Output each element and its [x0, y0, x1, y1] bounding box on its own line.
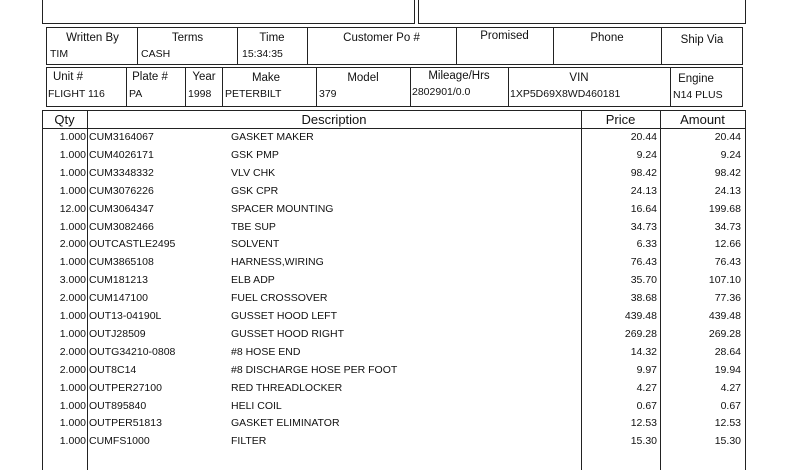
part-number-cell: OUT8C14 — [89, 363, 137, 376]
description-cell: GASKET ELIMINATOR — [231, 417, 340, 430]
amount-cell: 77.36 — [714, 292, 741, 305]
amount-column-header: Amount — [680, 112, 725, 127]
time-value: 15:34:35 — [242, 48, 283, 60]
table-row — [0, 128, 798, 146]
qty-cell: 1.000 — [59, 184, 86, 197]
qty-cell: 3.000 — [59, 274, 86, 287]
description-cell: ELB ADP — [231, 274, 275, 287]
table-row — [0, 361, 798, 379]
amount-cell: 28.64 — [714, 345, 741, 358]
price-cell: 14.32 — [630, 345, 657, 358]
top-left-box — [42, 0, 415, 24]
amount-cell: 19.94 — [714, 363, 741, 376]
make-value: PETERBILT — [225, 88, 282, 100]
mileage-label: Mileage/Hrs — [428, 70, 490, 82]
time-label: Time — [259, 32, 285, 44]
plate-value: PA — [129, 88, 143, 100]
engine-label: Engine — [678, 73, 714, 85]
table-row — [0, 343, 798, 361]
price-cell: 4.27 — [636, 381, 657, 394]
price-cell: 0.67 — [636, 399, 657, 412]
qty-cell: 1.000 — [59, 417, 86, 430]
table-row — [0, 271, 798, 289]
amount-cell: 15.30 — [714, 435, 741, 448]
table-row — [0, 325, 798, 343]
table-row — [0, 307, 798, 325]
vin-label: VIN — [569, 72, 589, 84]
description-cell: GUSSET HOOD LEFT — [231, 310, 337, 322]
year-label: Year — [192, 71, 216, 83]
price-cell: 20.44 — [630, 131, 657, 143]
description-cell: FUEL CROSSOVER — [231, 292, 328, 305]
part-number-cell: CUM181213 — [89, 274, 148, 287]
model-label: Model — [347, 72, 379, 84]
price-cell: 12.53 — [630, 417, 657, 430]
description-cell: SPACER MOUNTING — [231, 202, 334, 215]
make-label: Make — [251, 72, 281, 84]
plate-label: Plate # — [132, 71, 168, 83]
description-cell: #8 DISCHARGE HOSE PER FOOT — [231, 363, 398, 376]
price-cell: 9.97 — [636, 363, 657, 376]
part-number-cell: OUTG34210-0808 — [89, 345, 176, 358]
qty-cell: 1.000 — [59, 166, 86, 179]
description-cell: VLV CHK — [231, 166, 276, 179]
amount-cell: 98.42 — [714, 166, 741, 179]
qty-cell: 1.000 — [59, 256, 86, 269]
price-cell: 269.28 — [624, 327, 657, 340]
price-cell: 34.73 — [630, 220, 657, 233]
amount-cell: 20.44 — [714, 131, 741, 143]
part-number-cell: CUM4026171 — [89, 148, 154, 161]
unit-label: Unit # — [52, 71, 84, 83]
top-right-box — [418, 0, 746, 24]
amount-cell: 269.28 — [708, 327, 741, 340]
qty-cell: 2.000 — [59, 363, 86, 376]
price-cell: 9.24 — [636, 148, 657, 161]
description-cell: HELI COIL — [231, 399, 282, 412]
price-cell: 35.70 — [630, 274, 657, 287]
qty-cell: 2.000 — [59, 238, 86, 251]
amount-cell: 12.53 — [714, 417, 741, 430]
amount-cell: 24.13 — [714, 184, 741, 197]
qty-cell: 12.00 — [59, 202, 86, 215]
written-by-label: Written By — [66, 32, 119, 44]
price-cell: 15.30 — [630, 435, 657, 448]
terms-value: CASH — [141, 48, 171, 60]
amount-cell: 76.43 — [714, 256, 741, 269]
unit-value: FLIGHT 116 — [48, 88, 105, 100]
mileage-value: 2802901/0.0 — [412, 86, 471, 98]
part-number-cell: OUTPER27100 — [89, 381, 162, 394]
amount-cell: 12.66 — [714, 238, 741, 251]
ship-via-label: Ship Via — [680, 34, 724, 46]
price-cell: 76.43 — [630, 256, 657, 269]
amount-cell: 34.73 — [714, 220, 741, 233]
table-row — [0, 432, 798, 450]
qty-cell: 1.000 — [59, 220, 86, 233]
part-number-cell: CUM147100 — [89, 292, 148, 305]
price-cell: 439.48 — [624, 310, 657, 322]
qty-cell: 1.000 — [59, 381, 86, 394]
part-number-cell: CUM3348332 — [89, 166, 154, 179]
description-cell: GASKET MAKER — [231, 131, 314, 143]
engine-value: N14 PLUS — [673, 89, 723, 101]
description-cell: FILTER — [231, 435, 267, 448]
part-number-cell: OUTCASTLE2495 — [89, 238, 176, 251]
table-row — [0, 182, 798, 200]
description-column-header: Description — [301, 112, 367, 127]
part-number-cell: OUTPER51813 — [89, 417, 162, 430]
phone-label: Phone — [590, 32, 624, 44]
amount-cell: 9.24 — [720, 148, 741, 161]
qty-cell: 1.000 — [59, 131, 86, 143]
price-cell: 98.42 — [630, 166, 657, 179]
qty-cell: 1.000 — [59, 310, 86, 322]
price-cell: 38.68 — [630, 292, 657, 305]
description-cell: SOLVENT — [231, 238, 280, 251]
description-cell: RED THREADLOCKER — [231, 381, 343, 394]
written-by-value: TIM — [50, 48, 69, 60]
promised-label: Promised — [480, 30, 529, 42]
part-number-cell: CUM3164067 — [89, 131, 154, 143]
amount-cell: 439.48 — [708, 310, 741, 322]
table-row — [0, 253, 798, 271]
table-row — [0, 218, 798, 236]
part-number-cell: OUTJ28509 — [89, 327, 146, 340]
qty-cell: 2.000 — [59, 292, 86, 305]
table-row — [0, 164, 798, 182]
description-cell: HARNESS,WIRING — [231, 256, 324, 269]
description-cell: #8 HOSE END — [231, 345, 301, 358]
customer-po-label: Customer Po # — [343, 32, 420, 44]
amount-cell: 107.10 — [708, 274, 741, 287]
price-cell: 6.33 — [636, 238, 657, 251]
table-row — [0, 414, 798, 432]
table-row — [0, 397, 798, 415]
amount-cell: 0.67 — [720, 399, 741, 412]
vin-value: 1XP5D69X8WD460181 — [510, 88, 621, 100]
part-number-cell: CUM3064347 — [89, 202, 154, 215]
part-number-cell: OUT13-04190L — [89, 310, 162, 322]
part-number-cell: CUM3076226 — [89, 184, 154, 197]
description-cell: GSK CPR — [231, 184, 279, 197]
part-number-cell: CUM3865108 — [89, 256, 154, 269]
price-cell: 24.13 — [630, 184, 657, 197]
qty-cell: 1.000 — [59, 435, 86, 448]
qty-cell: 1.000 — [59, 148, 86, 161]
table-row — [0, 289, 798, 307]
terms-label: Terms — [171, 32, 204, 44]
description-cell: GSK PMP — [231, 148, 279, 161]
part-number-cell: CUM3082466 — [89, 220, 154, 233]
part-number-cell: OUT895840 — [89, 399, 147, 412]
amount-cell: 199.68 — [708, 202, 741, 215]
price-cell: 16.64 — [630, 202, 657, 215]
part-number-cell: CUMFS1000 — [89, 435, 150, 448]
description-cell: TBE SUP — [231, 220, 276, 233]
price-column-header: Price — [605, 112, 636, 127]
description-cell: GUSSET HOOD RIGHT — [231, 327, 344, 340]
model-value: 379 — [319, 88, 337, 100]
table-row — [0, 235, 798, 253]
qty-cell: 1.000 — [59, 399, 86, 412]
qty-cell: 2.000 — [59, 345, 86, 358]
qty-cell: 1.000 — [59, 327, 86, 340]
qty-column-header: Qty — [54, 112, 75, 127]
year-value: 1998 — [188, 88, 212, 100]
table-row — [0, 146, 798, 164]
table-row — [0, 379, 798, 397]
table-row — [0, 200, 798, 218]
amount-cell: 4.27 — [720, 381, 741, 394]
